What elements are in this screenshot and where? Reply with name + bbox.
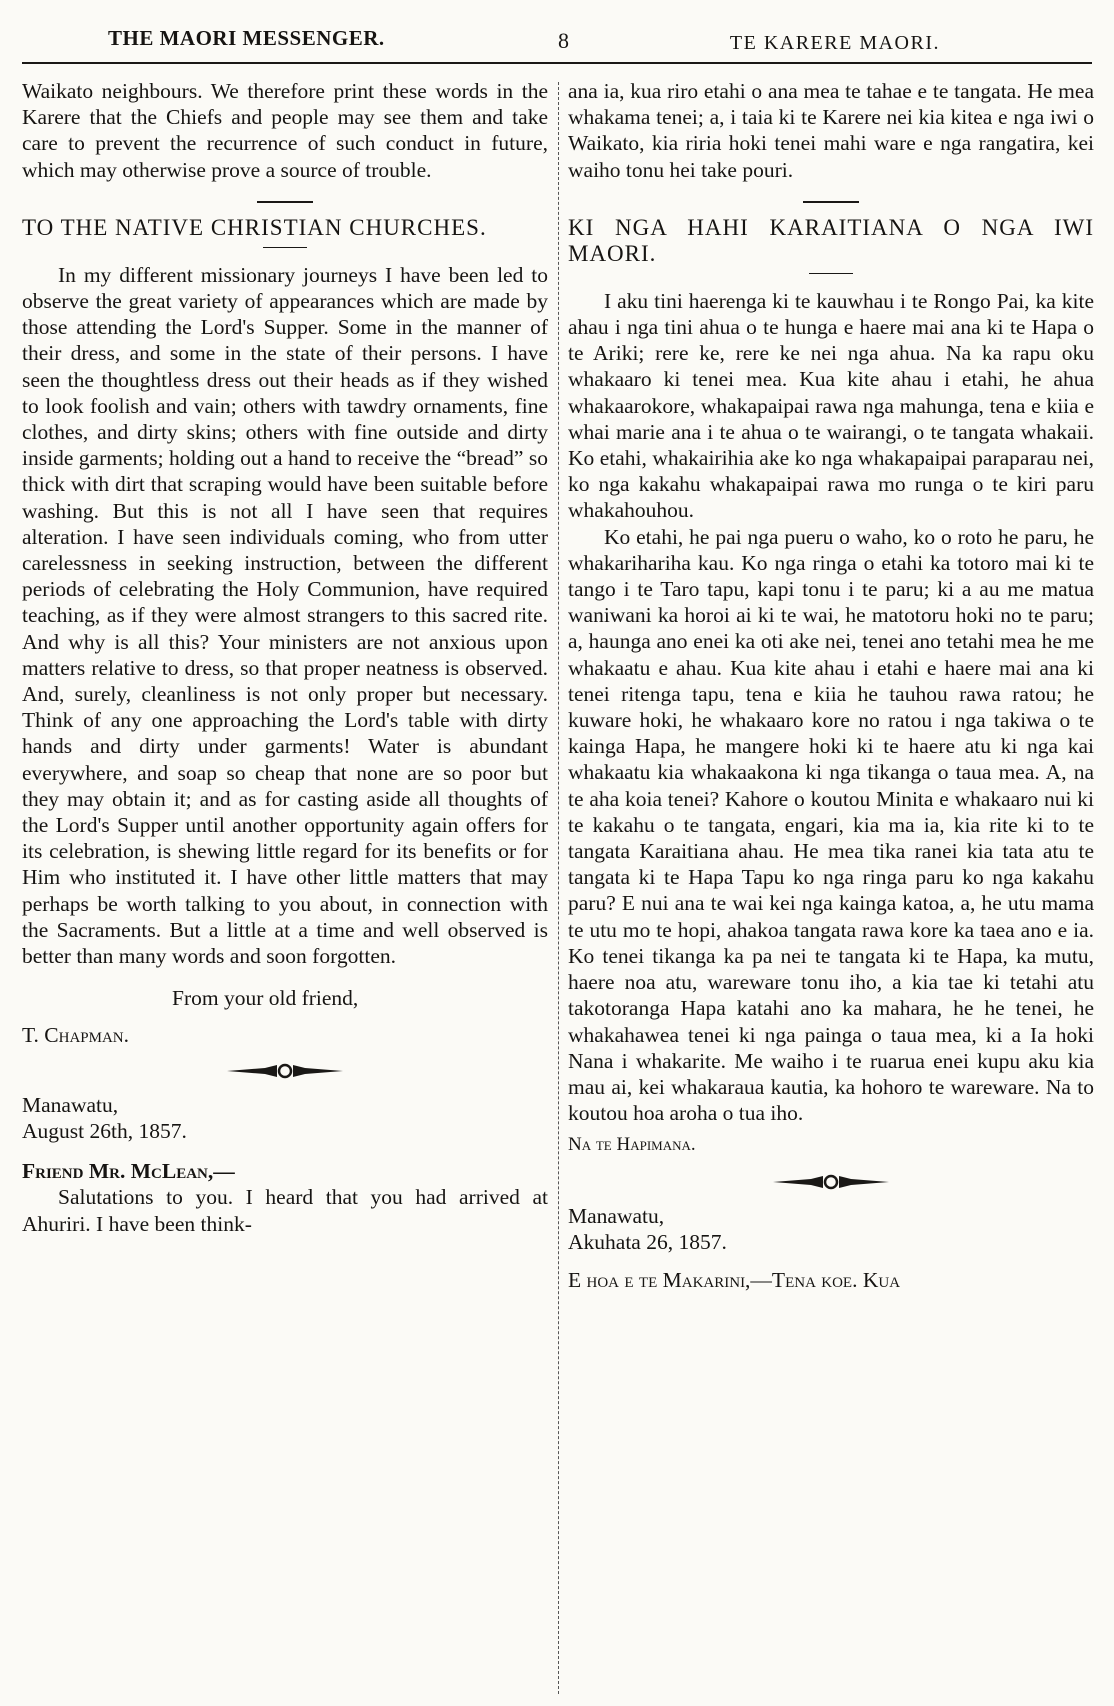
maori-column <box>568 78 1094 1293</box>
section-rule <box>257 201 313 203</box>
english-column <box>22 78 548 1237</box>
maori-signature: Na te Hapimana. <box>568 1134 696 1156</box>
dateline-date: August 26th, 1857. <box>22 1118 187 1143</box>
letter-closing: From your old friend, <box>172 986 359 1011</box>
dateline-place: Manawatu, <box>22 1092 119 1117</box>
maori-dateline-place: Manawatu, <box>568 1203 665 1228</box>
maori-dateline-date: Akuhata 26, 1857. <box>568 1229 727 1254</box>
section-rule <box>803 201 859 203</box>
ornament-divider <box>22 1062 548 1080</box>
page-header <box>22 14 1092 64</box>
english-intro-paragraph: Waikato neighbours. We therefore print these words in the Karere that the Chiefs and people may see them and take care to prevent the recurrence of such conduct in future, which may otherwise prove a source of trouble. <box>22 79 548 182</box>
english-article-heading: TO THE NATIVE CHRISTIAN CHURCHES. <box>22 214 487 240</box>
maori-article-paragraph-2: Ko etahi, he pai nga pueru o waho, ko o roto he paru, he whakarihariha kau. Ko nga ringa o etahi ka totoro mai ki te tango i te Taro tapu, kapi tonu i te paru; ki a au me matua waniwani ka horoi ai ki te wai, he matotoru hoki no te paru; a, haunga ano enei ka oti ake nei, tenei ano tetahi mea he me whakaatu e ahau. Kua kite ahau i etahi e haere mai ana ki tenei ritenga tapu, tena e kiia he tauhou rawa ratou; he kuware hoki, he whakaaro kore no ratou i nga takiwa o te kainga Hapa, he mangere hoki ki te haere atu ki nga kai whakaatu kia whakaakona ki nga tikanga o taua mea. A, na te aha koia tenei? Kahore o koutou Minita e whakaaro nui ki te kakahu o te tangata, engari, kia ma ia, kia rite ki to te tangata Karaitiana ahau. He mea tika ranei kia tata atu te tangata ki te Hapa Tapu ko nga ringa paru ko nga kakahu paru? E nui ana te wai kei nga kainga katoa, a, he utu mama te utu mo te hopi, ahakoa tangata rawa kore ka taea ano e ia. Ko tenei tikanga ka pa nei te tangata ki te Hapa, ka mutu, haere noa atu, wareware tonu iho, a kia tae ki tetahi atu takotoranga Hapa katahi ano ka mahara, he he tenei, he whakahawea tenei ki nga painga o taua mea, ki a Ia hoki Nana i whakarite. Me waiho i te ruarua enei kupu aku kia mau ai, kei whakaraua kautia, ka hohoro te wareware. Na to koutou hoa aroha o tua iho. <box>568 524 1094 1126</box>
maori-article-heading: KI NGA HAHI KARAITIANA O NGA IWI MAORI. <box>568 214 1094 266</box>
ornament-icon <box>771 1173 891 1191</box>
page-number: 8 <box>558 28 569 53</box>
ornament-icon <box>225 1062 345 1080</box>
maori-masthead: TE KARERE MAORI. <box>729 32 940 54</box>
maori-next-letter-salutation: E hoa e te Makarini,—Tena koe. Kua <box>568 1267 901 1292</box>
column-divider <box>558 82 559 1694</box>
english-article-body: In my different missionary journeys I have been led to observe the great variety of appearances which are made by those attending the Lord's Supper. Some in the manner of their dress, and some in the state of their persons. I have seen the thoughtless dress out their heads as if they wished to look foolish and vain; others with tawdry ornaments, fine clothes, and dirty skins; others with fine outside and dirty inside garments; holding out a hand to receive the “bread” so thick with dirt that scraping would have been suitable before washing. But this is not all I have seen that requires alteration. I have seen individuals coming, who from utter carelessness in seeking instruction, between the different periods of celebrating the Holy Communion, have required teaching, as if they were almost strangers to this sacred rite. And why is all this? Your ministers are not anxious upon matters relative to dress, so that proper neatness is observed. And, surely, cleanliness is not only proper but necessary. Think of any one approaching the Lord's table with dirty hands and dirty under garments! Water is abundant everywhere, and soap so cheap that none are so poor but they may obtain it; and as for casting aside all thoughts of the Lord's Supper until another opportunity again offers for its celebration, is shewing little regard for its benefits or for Him who instituted it. I have other little matters that may perhaps be worth talking to you about, in connection with the Sacraments. But a little at a time and well observed is better than many words and soon forgotten. <box>22 262 548 969</box>
heading-rule <box>263 247 307 248</box>
ornament-divider <box>568 1173 1094 1191</box>
english-masthead: THE MAORI MESSENGER. <box>108 26 385 50</box>
letter-signature: T. Chapman. <box>22 1022 130 1047</box>
maori-intro-paragraph: ana ia, kua riro etahi o ana mea te tahae e te tangata. He mea whakama tenei; a, i taia ki te Karere nei kia kitea e nga iwi o Waikato, kia riria hoki tenei mahi ware e nga rangatira, kei waiho tonu hei take pouri. <box>568 79 1094 182</box>
heading-rule <box>809 273 853 274</box>
next-letter-salutation: Friend Mr. McLean,— <box>22 1159 235 1184</box>
next-letter-text: Salutations to you. I heard that you had arrived at Ahuriri. I have been think- <box>22 1185 548 1236</box>
maori-article-paragraph-1: I aku tini haerenga ki te kauwhau i te Rongo Pai, ka kite ahau i nga tini ahua o te hunga e haere mai ana ki te Hapa o te Ariki; rere ke, rere ke nei nga ahua. Na ka rapu oku whakaaro ki tenei mea. Kua kite ahau i etahi, he ahua whakaarokore, whakapaipai rawa nga mahunga, tena e kiia e whai marie ana i te ahua o te wairangi, o te tangata whakaii. Ko etahi, whakairihia ake ko nga whakapaipai paraparau nei, ko nga kakahu whakapaipai rawa mo runga o te kiri paru whakahouhou. <box>568 288 1094 523</box>
